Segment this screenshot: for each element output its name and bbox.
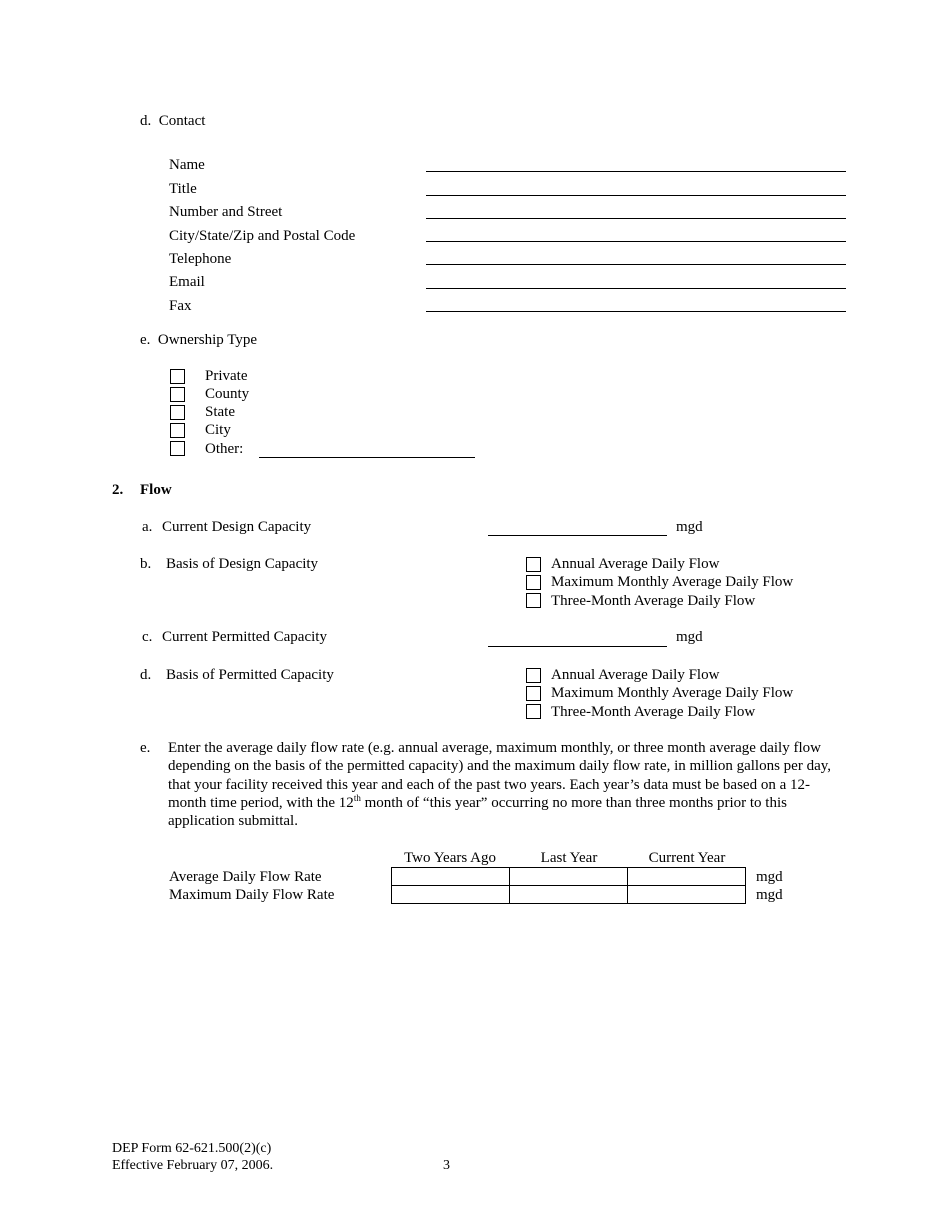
ownership-city-checkbox[interactable] — [170, 423, 185, 438]
permitted-basis-monthly-checkbox[interactable] — [526, 686, 541, 701]
ownership-state-label: State — [205, 404, 235, 420]
contact-heading — [140, 112, 205, 130]
design-basis-annual-label: Annual Average Daily Flow — [551, 556, 720, 572]
contact-name-label: Name — [169, 157, 205, 173]
contact-title-label: Title — [169, 181, 197, 197]
contact-email-field[interactable] — [426, 288, 846, 289]
ownership-county-label: County — [205, 386, 250, 402]
avg-last-year-cell[interactable] — [510, 868, 628, 886]
column-current-year: Current Year — [648, 850, 726, 866]
permitted-basis-annual-checkbox[interactable] — [526, 668, 541, 683]
footer-form-number: DEP Form 62-621.500(2)(c) — [112, 1141, 272, 1156]
contact-telephone-field[interactable] — [426, 264, 846, 265]
ownership-heading-letter: e. — [140, 332, 151, 348]
design-basis-three-month-label: Three-Month Average Daily Flow — [551, 593, 756, 609]
contact-email-label: Email — [169, 274, 205, 290]
permitted-basis-three-month-label: Three-Month Average Daily Flow — [551, 704, 756, 720]
design-capacity-field[interactable] — [488, 535, 667, 536]
permitted-capacity-letter: c. — [142, 629, 153, 645]
contact-name-field[interactable] — [426, 171, 846, 172]
contact-heading-text: Contact — [158, 113, 206, 129]
max-current-year-cell[interactable] — [628, 886, 746, 904]
design-basis-three-month-checkbox[interactable] — [526, 593, 541, 608]
ownership-other-label: Other: — [205, 441, 244, 457]
permitted-capacity-label: Current Permitted Capacity — [162, 629, 327, 645]
avg-flow-unit: mgd — [756, 869, 783, 885]
permitted-basis-annual-label: Annual Average Daily Flow — [551, 667, 720, 683]
contact-street-label: Number and Street — [169, 204, 283, 220]
instructions-superscript: th — [353, 792, 361, 803]
instructions-letter: e. — [140, 740, 151, 756]
instructions-part2: month of “this year” occurring no more than three months prior to this application submittal. — [168, 794, 787, 830]
permitted-basis-monthly-label: Maximum Monthly Average Daily Flow — [551, 685, 794, 701]
max-flow-label: Maximum Daily Flow Rate — [169, 887, 335, 903]
ownership-private-checkbox[interactable] — [170, 369, 185, 384]
flow-rate-table — [391, 867, 746, 904]
design-capacity-unit: mgd — [676, 519, 703, 535]
table-row — [392, 868, 746, 886]
design-basis-letter: b. — [140, 556, 152, 572]
contact-fax-field[interactable] — [426, 311, 846, 312]
design-basis-annual-checkbox[interactable] — [526, 557, 541, 572]
flow-section-number: 2. — [112, 482, 124, 498]
instructions-paragraph — [168, 739, 838, 830]
ownership-other-checkbox[interactable] — [170, 441, 185, 456]
max-two-years-ago-cell[interactable] — [392, 886, 510, 904]
max-last-year-cell[interactable] — [510, 886, 628, 904]
flow-section-title: Flow — [140, 482, 172, 498]
ownership-state-checkbox[interactable] — [170, 405, 185, 420]
avg-flow-label: Average Daily Flow Rate — [169, 869, 322, 885]
contact-title-field[interactable] — [426, 195, 846, 196]
contact-city-label: City/State/Zip and Postal Code — [169, 228, 356, 244]
design-capacity-letter: a. — [142, 519, 153, 535]
permitted-basis-three-month-checkbox[interactable] — [526, 704, 541, 719]
ownership-county-checkbox[interactable] — [170, 387, 185, 402]
design-capacity-label: Current Design Capacity — [162, 519, 312, 535]
design-basis-monthly-label: Maximum Monthly Average Daily Flow — [551, 574, 794, 590]
max-flow-unit: mgd — [756, 887, 783, 903]
contact-fax-label: Fax — [169, 298, 192, 314]
permitted-basis-letter: d. — [140, 667, 152, 683]
ownership-city-label: City — [205, 422, 231, 438]
contact-telephone-label: Telephone — [169, 251, 232, 267]
footer-effective-date: Effective February 07, 2006. — [112, 1158, 274, 1173]
design-basis-monthly-checkbox[interactable] — [526, 575, 541, 590]
avg-two-years-ago-cell[interactable] — [392, 868, 510, 886]
permitted-capacity-unit: mgd — [676, 629, 703, 645]
ownership-heading-text: Ownership Type — [157, 332, 257, 348]
avg-current-year-cell[interactable] — [628, 868, 746, 886]
table-row — [392, 886, 746, 904]
permitted-capacity-field[interactable] — [488, 646, 667, 647]
ownership-heading — [140, 331, 257, 349]
ownership-private-label: Private — [205, 368, 248, 384]
footer-page-number: 3 — [443, 1158, 450, 1173]
ownership-other-field[interactable] — [259, 457, 475, 458]
contact-street-field[interactable] — [426, 218, 846, 219]
instructions-part1: Enter the average daily flow rate (e.g. annual average, maximum monthly, or three month average daily flow depending on the basis of the permitted capacity) and the maximum daily flow rate, in million gallons per day, that your facility received this year and each of the past two years. Each year’s data must be based on a 12-month time period, with the 12 — [168, 740, 832, 811]
contact-heading-letter: d. — [140, 113, 152, 129]
permitted-basis-label: Basis of Permitted Capacity — [166, 667, 334, 683]
column-last-year: Last Year — [540, 850, 598, 866]
column-two-years-ago: Two Years Ago — [404, 850, 496, 866]
design-basis-label: Basis of Design Capacity — [166, 556, 319, 572]
contact-city-field[interactable] — [426, 241, 846, 242]
